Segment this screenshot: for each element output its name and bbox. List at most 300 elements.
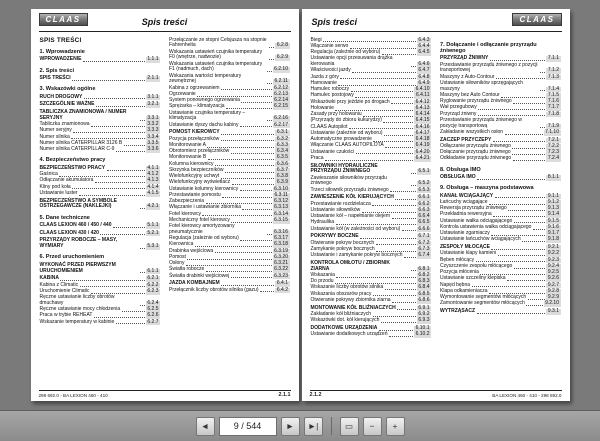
toc-entry-label: Ręczne ustawianie liczby obrotów dmuchawy — [39, 294, 115, 306]
toc-part-heading — [440, 167, 561, 173]
toc-entry-label: Napęd bębna — [440, 281, 471, 288]
toc-entry-number: 9.2.1 — [547, 244, 559, 251]
toc-entry-number: 6.9.2 — [418, 310, 430, 317]
toc-entry-label: Zakładanie wszystkich osłon — [440, 128, 504, 135]
toc-entry — [311, 164, 432, 176]
toc-leader-dots — [411, 270, 416, 271]
toc-leader-dots — [384, 135, 413, 136]
page-number-input[interactable]: 9 / 544 — [219, 417, 277, 436]
toc-leader-dots — [533, 229, 545, 230]
toc-entry-number: 6.2.9 — [276, 54, 288, 61]
next-page-button[interactable]: ► — [281, 417, 300, 436]
toc-leader-dots — [122, 311, 145, 312]
toc-leader-dots — [383, 122, 413, 123]
toc-entry — [40, 191, 161, 197]
toc-leader-dots — [225, 172, 274, 173]
toc-leader-dots — [522, 241, 545, 242]
toc-entry-label: WYTRZĄSACZ — [440, 308, 475, 315]
toc-part-heading — [40, 157, 161, 163]
toc-entry-number: 6.3.3 — [276, 141, 288, 148]
toc-entry-label: SIŁOWNIKI HYDRAULICZNE PRZYRZĄDU ŻNIWNEGO — [310, 162, 378, 175]
toc-leader-dots — [513, 103, 545, 104]
toc-entry-label: Zamykanie pokryw bocznych — [310, 245, 375, 252]
toc-entry-number: 7.1.4 — [547, 85, 559, 92]
toc-entry-label: 4. Bezpieczeństwo pracy — [39, 157, 106, 164]
toc-entry-label: 5. Dane techniczne — [39, 214, 90, 221]
toc-entry-label: Pozycja przełączników — [169, 135, 220, 142]
toc-column — [311, 37, 432, 388]
toc-entry-label: Wskazania ustawień czujnika temperatury F0 (wnętrze, nadwozie) — [169, 48, 263, 61]
toc-entry-number: 6.8.2 — [418, 271, 430, 278]
toc-leader-dots — [385, 147, 413, 148]
toc-entry — [40, 199, 161, 211]
toc-leader-dots — [221, 89, 272, 90]
toc-entry-label: Ręczne ustawianie mocy chłodzenia — [39, 306, 121, 313]
toc-entry-label: Maszyny z Auto-Contour — [440, 73, 495, 80]
toc-entry — [440, 309, 561, 315]
toc-entry-number: 6.3.22 — [274, 266, 288, 273]
toc-entry-label: Przestawianie rozdzielacza — [310, 200, 371, 207]
toc-entry-number: 6.3.13 — [274, 204, 288, 211]
toc-entry — [311, 298, 432, 304]
toc-entry-number: 6.5.2 — [418, 180, 430, 187]
toc-entry-label: 7. Dołączanie i odłączanie przyrządu żniwnego — [440, 41, 537, 54]
toc-entry-number: 6.3.6 — [276, 160, 288, 167]
previous-page-button[interactable]: ◄ — [196, 417, 215, 436]
toc-entry — [169, 274, 290, 280]
toc-entry-label: Gaśnica — [39, 171, 58, 178]
toc-entry-number: 6.4.19 — [415, 142, 430, 149]
toc-entry-number: 6.2.16 — [274, 115, 288, 122]
toc-entry-number: 6.4.3 — [418, 36, 430, 43]
toc-leader-dots — [240, 190, 272, 191]
toc-entry-label: Ryglowanie przyrządu żniwnego — [440, 98, 512, 105]
toc-entry-number: 9.1.3 — [547, 205, 559, 212]
toc-entry-number: 6.2.6 — [147, 312, 159, 319]
toc-entry-number: 6.4.6 — [418, 61, 430, 67]
toc-leader-dots — [140, 305, 145, 306]
toc-entry-number: 6.2.4 — [147, 299, 159, 306]
toc-entry-label: Przełączanie ze stopni Celsjusza na stopnie Fahrenheita — [169, 36, 267, 49]
toc-entry — [40, 57, 161, 63]
toc-entry — [311, 150, 432, 156]
toc-entry-number: 6.3.11 — [274, 191, 288, 198]
toc-column — [440, 37, 561, 388]
page-header — [39, 13, 291, 32]
toc-leader-dots — [206, 271, 272, 272]
toc-entry-number: 9.1.6 — [547, 223, 559, 230]
toc-entry-label: Zawieszanie siłowników przyrządu żniwnego — [310, 174, 387, 187]
toc-entry-label: WYKONAĆ PRZED PIERWSZYM URUCHOMIENIEM — [39, 261, 116, 274]
toc-entry — [440, 175, 561, 181]
toc-entry-number: 5.3.1 — [147, 243, 159, 250]
toc-entry-label: PRZYRZĄD ŻNIWNY — [440, 55, 489, 62]
toc-leader-dots — [232, 184, 275, 185]
toc-entry-label: Wskazania obszarów pracy — [310, 290, 372, 297]
toc-entry-number: 6.4.2 — [276, 286, 288, 293]
toc-entry-label: Wskazania wartości temperatury zewnętrznej — [169, 72, 242, 85]
toc-entry-number: 2.1.1 — [147, 74, 159, 81]
toc-entry-number: 6.2.2 — [147, 281, 159, 288]
toc-entry-label: Zabezpieczenia — [169, 198, 205, 204]
toc-title — [40, 37, 161, 44]
toc-entry-number: 9.2.10 — [545, 300, 559, 307]
toc-leader-dots — [140, 272, 145, 273]
toc-leader-dots — [360, 238, 416, 239]
toc-entry-label: Odkładanie przyrządu żniwnego — [440, 155, 512, 162]
toc-entry-number: 6.1.1 — [147, 267, 159, 274]
toc-entry-number: 6.8.6 — [418, 296, 430, 303]
toc-entry-label: Wał przegubowy — [440, 104, 477, 111]
toc-entry-number: 6.2.7 — [147, 318, 159, 325]
toc-leader-dots — [356, 153, 413, 154]
toc-entry-label: Ustawianie czułości — [310, 148, 355, 155]
toc-leader-dots — [389, 336, 413, 337]
toc-entry-label: ZAWIESZENIE KÓŁ KIERUJĄCYCH — [310, 194, 394, 201]
toc-entry-label: Kliny pod koła — [39, 183, 71, 190]
toc-leader-dots — [140, 248, 145, 249]
page-header — [310, 13, 562, 32]
toc-entry-number: 1.1.1 — [147, 56, 159, 63]
toc-entry-label: CLAAS LEXION 430 / 420 — [39, 229, 99, 236]
toc-leader-dots — [390, 191, 416, 192]
toc-leader-dots — [260, 291, 274, 292]
toc-entry — [40, 76, 161, 82]
toc-entry-number: 6.4.5 — [418, 49, 430, 55]
toc-leader-dots — [392, 302, 416, 303]
toc-column — [40, 37, 161, 388]
toc-leader-dots — [478, 109, 545, 110]
footer-page-number: 2.1.2 — [309, 392, 322, 398]
toc-entry-label: Ustawianie czujnika temperatury – klimatyzacja — [169, 109, 246, 122]
toc-entry — [169, 249, 290, 255]
toc-entry-label: Numer silnika — [39, 133, 70, 140]
viewer-toolbar — [0, 410, 600, 441]
toc-entry-number: 3.2.1 — [147, 101, 159, 108]
toc-leader-dots — [195, 246, 272, 247]
toc-entry-number: 3.1.1 — [147, 93, 159, 100]
toc-entry-number: 6.10.1 — [415, 324, 430, 331]
toc-leader-dots — [351, 91, 413, 92]
toc-entry-label: Numer seryjny — [39, 127, 72, 134]
toc-leader-dots — [513, 160, 546, 161]
toc-entry-number: 6.5.3 — [418, 186, 430, 193]
toc-leader-dots — [540, 72, 545, 73]
toc-entry-label: Dołączanie przyrządu żniwnego — [440, 149, 511, 156]
fit-page-button[interactable]: ▭ — [340, 417, 359, 436]
toc-entry-number: 6.9.3 — [418, 317, 430, 323]
footer-doc-ref: BA LEXION 460 - 410 - 298 692.0 — [492, 393, 562, 398]
toc-entry-label: Skrzynka bezpieczników — [169, 166, 224, 173]
toc-entry-number: 6.3.18 — [274, 241, 288, 248]
toc-entry — [40, 147, 161, 153]
toc-entry-label: Regulacja (zależnie od wyboru) — [169, 235, 239, 241]
zoom-out-button[interactable]: − — [363, 417, 382, 436]
toc-entry-label: ZESPOŁY MŁOCĄCE — [440, 244, 490, 251]
toc-leader-dots — [226, 108, 272, 109]
toc-entry-number: 6.4.4 — [418, 42, 430, 49]
toc-entry-label: Przyrząd żniwny — [440, 110, 477, 117]
toc-part-heading — [40, 68, 161, 74]
toc-leader-dots — [60, 280, 144, 281]
toc-leader-dots — [338, 85, 415, 86]
toc-entry-label: Otwieranie pokrywy zbiornika ziarna — [310, 296, 391, 303]
toc-leader-dots — [397, 309, 416, 310]
toc-entry-number: 6.4.20 — [415, 148, 430, 155]
toc-entry-number: 4.1.1 — [147, 164, 159, 171]
toc-part-heading — [440, 185, 561, 191]
toc-entry — [169, 38, 290, 50]
toc-entry-number: 5.1.1 — [147, 221, 159, 228]
toc-entry-label: Trzeci siłownik przyrządu żniwnego — [310, 186, 389, 193]
toc-entry — [440, 156, 561, 162]
toc-leader-dots — [507, 280, 545, 281]
toc-entry-number: 6.2.14 — [274, 97, 288, 103]
toc-entry-number: 4.1.5 — [147, 189, 159, 196]
toc-entry-label: Klapa odkamieniacza — [440, 287, 488, 294]
toc-leader-dots — [242, 209, 271, 210]
toc-entry-label: Mechaniczny fotel kierowcy — [169, 216, 230, 223]
toc-leader-dots — [187, 259, 271, 260]
toc-entry-label: JAZDA KOMBAJNEM — [169, 280, 220, 287]
toc-entry-number: 6.2.8 — [276, 42, 288, 49]
toc-entry-number: 7.2.1 — [547, 136, 559, 143]
toc-entry-label: Kabina z Climatic — [39, 281, 79, 288]
toc-entry-number: 6.7.4 — [418, 252, 430, 258]
toc-entry-number: 6.6.5 — [418, 219, 430, 226]
toc-entry-label: Monitorowanie B — [169, 154, 207, 161]
zoom-in-button[interactable]: + — [386, 417, 405, 436]
toc-entry-label: Drabinka wejściowa — [169, 247, 214, 254]
toc-entry-number: 6.4.12 — [415, 98, 430, 105]
toc-entry-number: 6.2.13 — [274, 90, 288, 97]
toc-part-heading — [40, 49, 161, 55]
toc-leader-dots — [215, 252, 272, 253]
toc-leader-dots — [116, 323, 145, 324]
toc-leader-dots — [528, 299, 546, 300]
toc-entry-label: Ustawianie siłowników — [310, 206, 361, 213]
toc-entry-number: 6.6.1 — [418, 194, 430, 201]
toc-entry — [169, 288, 290, 294]
toc-entry-label: Ustawianie siłowników sprzęgających maszyny — [440, 79, 524, 92]
toc-leader-dots — [124, 145, 145, 146]
toc-entry-number: 6.2.17 — [274, 121, 288, 128]
toc-entry-label: Ogrzewanie — [169, 90, 196, 97]
toc-entry-label: POKRYWY BOCZNE — [310, 233, 359, 240]
toc-part-heading — [40, 254, 161, 260]
toc-entry-number: 6.4.17 — [415, 129, 430, 136]
toc-leader-dots — [231, 153, 275, 154]
toc-leader-dots — [385, 289, 416, 290]
toc-entry-number: 9.2.3 — [547, 256, 559, 263]
toc-entry-number: 9.2.4 — [547, 262, 559, 269]
footer-page-number: 2.1.1 — [278, 392, 291, 398]
toc-entry-number: 7.1.9 — [547, 122, 559, 129]
toc-leader-dots — [381, 322, 416, 323]
toc-entry-number: 6.6.3 — [418, 206, 430, 213]
toc-entry-label: (Przyrządy do zbioru kukurydzy) — [310, 117, 382, 124]
toc-entry — [40, 295, 161, 307]
toc-entry-label: Jazda z góry — [310, 73, 339, 80]
toc-entry-number: 3.3.6 — [147, 146, 159, 153]
toc-entry-number: 6.5.1 — [418, 168, 430, 175]
toc-entry — [440, 118, 561, 130]
toc-leader-dots — [340, 78, 416, 79]
toc-entry — [40, 95, 161, 101]
toc-entry-label: 2. Spis treści — [39, 67, 75, 74]
toc-entry-label: System ponownego ogrzewania — [169, 97, 240, 103]
toc-entry-label: Ustawianie dodatkowych urządzeń — [310, 331, 388, 337]
toc-entry-number: 9.1.4 — [547, 211, 559, 218]
toc-entry-label: Sprężarka – klimatyzacja — [169, 103, 225, 110]
toc-entry — [40, 231, 161, 237]
toc-entry-number: 7.1.7 — [547, 104, 559, 111]
toc-entry-number: 6.8.1 — [418, 265, 430, 272]
toc-entry-label: KABINA — [39, 275, 59, 282]
toc-entry-number: 6.4.7 — [418, 67, 430, 74]
toc-leader-dots — [540, 90, 545, 91]
toc-leader-dots — [491, 249, 545, 250]
toc-leader-dots — [73, 132, 145, 133]
toc-entry-number: 9.1.8 — [547, 236, 559, 243]
toc-entry-number: 9.2.7 — [547, 281, 559, 288]
toc-leader-dots — [392, 218, 416, 219]
toc-entry — [169, 123, 290, 129]
toc-entry-label: Hydraulika — [310, 219, 335, 226]
toc-entry-label: Fotel kierowcy — [169, 210, 201, 217]
toc-entry-label: Włączanie i ustawianie zbiornika — [169, 204, 241, 211]
last-page-button[interactable]: ►| — [304, 417, 323, 436]
toc-entry-number: 6.3.23 — [274, 272, 288, 279]
toc-leader-dots — [514, 268, 546, 269]
toc-entry-number: 6.3.4 — [276, 148, 288, 154]
toc-entry-label: Włączanie CLAAS AUTOPILOTA — [310, 142, 384, 149]
toc-entry-number: 6.3.12 — [274, 198, 288, 204]
toc-entry-label: WPROWADZENIE — [39, 56, 82, 63]
toc-entry-label: Uruchomienie Climatic — [39, 287, 90, 294]
toc-entry — [40, 102, 161, 108]
toc-entry-label: Włączanie serwo — [310, 42, 349, 49]
toc-entry-label: Biegi — [310, 36, 322, 43]
toc-leader-dots — [269, 59, 274, 60]
toc-entry-number: 6.4.13 — [415, 104, 430, 111]
toolbar-separator — [331, 417, 332, 435]
toc-leader-dots — [140, 120, 145, 121]
toc-entry-label: CLAAS LEXION 460 / 450 / 440 — [39, 221, 112, 228]
toc-entry — [311, 253, 432, 259]
toc-entry-number: 6.2.5 — [147, 306, 159, 313]
toc-leader-dots — [91, 126, 145, 127]
toc-entry-label: SPIS TREŚCI — [39, 37, 82, 44]
toc-entry-label: Ustawianie dyszy dachu kabiny — [169, 121, 239, 128]
toc-entry-label: Kierownica — [169, 241, 194, 248]
toc-entry-number: 6.3.20 — [274, 253, 288, 260]
toc-entry — [440, 130, 561, 136]
toc-entry-number: 6.4.21 — [415, 154, 430, 161]
toc-entry — [169, 50, 290, 62]
toc-entry-label: Wymontowanie segmentów młócących — [440, 294, 527, 301]
toc-entry-label: Kabina z ogrzewaniem — [169, 84, 220, 91]
footer-doc-ref: 298 692.0 - BA LEXION 460 - 410 — [38, 393, 108, 398]
toc-entry-number: 6.8.3 — [418, 278, 430, 284]
toc-entry-label: Fotel kierowcy amortyzowany pneumatycznie — [169, 223, 235, 235]
toc-leader-dots — [96, 106, 145, 107]
toc-entry-number: 6.3.21 — [274, 260, 288, 266]
toc-entry — [169, 62, 290, 74]
toc-entry-number: 6.2.10 — [274, 66, 288, 73]
toc-leader-dots — [95, 182, 145, 183]
toc-leader-dots — [352, 72, 416, 73]
toc-leader-dots — [100, 234, 144, 235]
toc-entry-label: Hamulec postojowy — [310, 92, 354, 99]
toc-leader-dots — [490, 60, 546, 61]
toc-leader-dots — [222, 197, 272, 198]
toc-leader-dots — [215, 165, 274, 166]
toc-entry-number: 6.3.9 — [276, 179, 288, 186]
claas-logo: CLAAS — [39, 13, 88, 26]
toc-leader-dots — [411, 185, 416, 186]
toc-leader-dots — [107, 170, 145, 171]
toc-entry-number: 6.3.8 — [276, 173, 288, 179]
toc-entry-label: Praca w trybie REHEAT — [39, 312, 93, 319]
toc-entry-number: 6.10.2 — [415, 331, 430, 337]
toc-entry-label: CLAAS Autopilot — [310, 123, 348, 130]
toc-entry-number: 6.6.6 — [418, 225, 430, 232]
toc-entry-label: Monitorowanie A — [169, 141, 206, 148]
toc-entry — [440, 237, 561, 243]
toc-entry — [311, 56, 432, 68]
toc-leader-dots — [402, 230, 416, 231]
toc-entry-number: 6.7.1 — [418, 233, 430, 240]
toc-entry-number: 6.7.2 — [418, 239, 430, 246]
toc-entry — [40, 320, 161, 326]
toc-entry-number: 4.1.2 — [147, 171, 159, 178]
toc-entry-number: 6.2.3 — [147, 287, 159, 294]
toc-leader-dots — [373, 316, 416, 317]
toc-entry — [169, 74, 290, 86]
toc-entry-number: 9.2.9 — [547, 294, 559, 301]
toc-entry-label: 6. Przed uruchomieniem — [39, 254, 105, 261]
toc-entry-label: Tabliczka znamionowa — [39, 121, 90, 128]
toc-entry-label: 1. Wprowadzenie — [39, 48, 85, 55]
toc-leader-dots — [495, 197, 546, 198]
toc-entry-number: 7.1.6 — [547, 98, 559, 105]
toc-entry-number: 9.1.2 — [547, 198, 559, 205]
toc-entry-number: 7.2.4 — [547, 155, 559, 162]
toc-entry-number: 7.1.3 — [547, 73, 559, 80]
page-body — [302, 32, 570, 390]
toc-leader-dots — [221, 285, 274, 286]
toc-entry-number: 6.4.8 — [418, 73, 430, 80]
toc-entry-number: 9.3.1 — [547, 308, 559, 315]
toc-entry-number: 3.3.5 — [147, 139, 159, 146]
toc-entry — [169, 224, 290, 236]
toc-part-heading — [40, 86, 161, 92]
toc-entry-label: Właściwości jazdy — [310, 67, 351, 74]
toc-entry-number: 7.1.2 — [547, 67, 559, 74]
toc-entry-label: 3. Wskazówki ogólne — [39, 86, 96, 93]
toc-entry-label: Ustawianie wałka odciągającego — [440, 217, 513, 224]
toc-entry-label: Wielofunkcyjny wyświetlacz — [169, 179, 231, 186]
toc-entry-label: Przestawianie przyrządu żniwnego w pozycję transportową — [440, 116, 522, 129]
toc-entry-number: 6.8.4 — [418, 284, 430, 291]
toc-entry-label: Numer silnika CATERPILLAR C-9 — [39, 146, 115, 153]
toc-entry-number: 4.2.1 — [147, 203, 159, 210]
toc-entry-number: 6.2.12 — [274, 84, 288, 91]
toc-entry-label: Regulacja (zależnie od wyboru) — [310, 49, 381, 55]
toc-leader-dots — [267, 71, 272, 72]
toc-leader-dots — [116, 151, 145, 152]
